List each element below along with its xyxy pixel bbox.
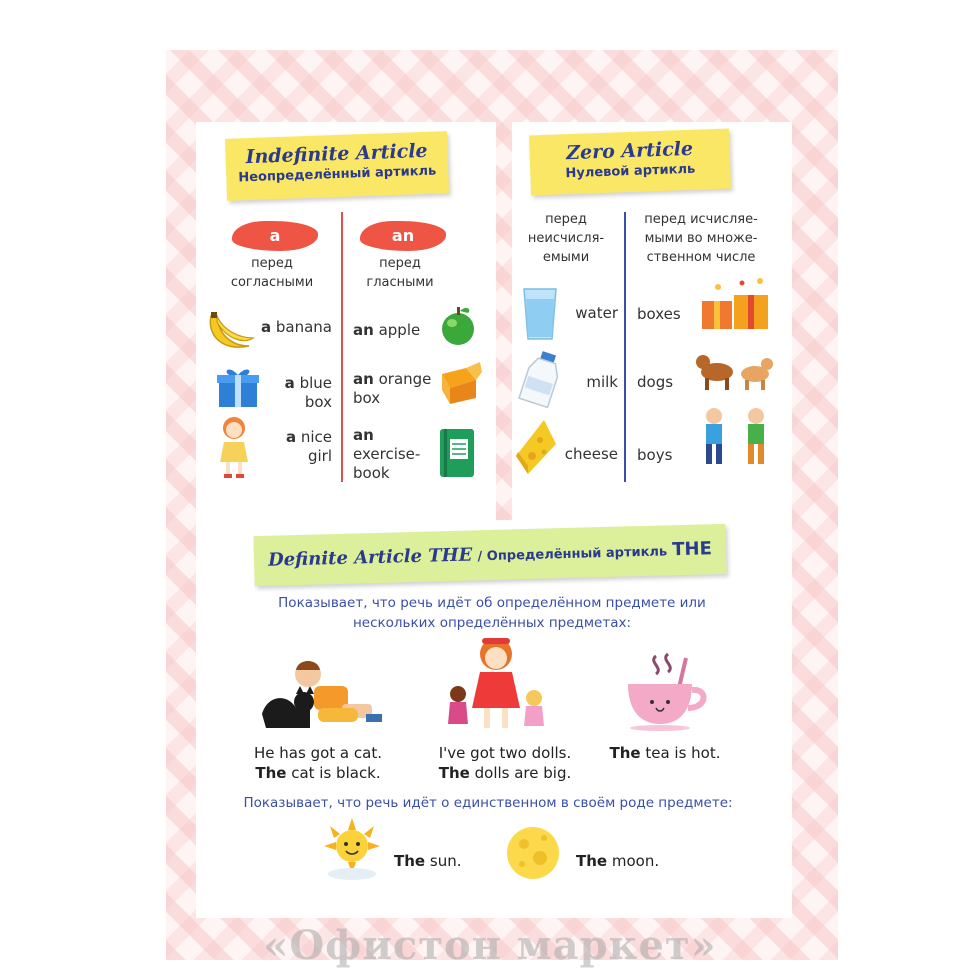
example-3-sentence: The tea is hot. <box>609 744 721 762</box>
milk-text: milk <box>586 373 618 391</box>
an-apple-text: an apple <box>353 321 421 339</box>
girl-icon <box>214 414 256 482</box>
sun-icon <box>318 818 386 882</box>
zero-title-ru: Нулевой артикль <box>565 161 696 182</box>
teacup-icon <box>622 652 712 732</box>
uncountable-caption: перед неисчисля-емыми <box>527 212 605 265</box>
indefinite-divider <box>341 212 343 482</box>
definite-title-en: Definite Article THE <box>267 544 473 571</box>
article-a-tag: a <box>232 221 318 251</box>
glass-of-water-icon <box>520 285 560 343</box>
the-sun-text: The sun. <box>394 852 462 870</box>
boxes-text: boxes <box>637 305 681 323</box>
definite-title-ru: / Определённый артикль <box>477 544 668 565</box>
definite-rule-2: Показывает, что речь идёт о единственном в своём роде предмете: <box>243 795 733 811</box>
indefinite-title-ru: Неопределённый артикль <box>238 163 437 186</box>
an-orange-box-text: an orange box <box>353 370 432 407</box>
boys-icon <box>698 406 776 468</box>
apple-icon <box>438 305 478 347</box>
example-1-sentence: He has got a cat. The cat is black. <box>254 744 382 782</box>
a-banana-text: a banana <box>260 318 332 336</box>
cheese-icon <box>514 416 558 476</box>
a-blue-box-text: a blue box <box>284 374 332 411</box>
water-text: water <box>575 304 618 322</box>
zero-divider <box>624 212 626 482</box>
zero-title-en: Zero Article <box>565 137 694 165</box>
banana-icon <box>205 308 257 356</box>
example-2-sentence: I've got two dolls. The dolls are big. <box>438 744 572 782</box>
gift-box-icon <box>215 365 261 409</box>
indefinite-title-en: Indefinite Article <box>245 139 428 169</box>
plural-caption: перед исчисляе-мыми во множе-ственном числе <box>644 212 758 265</box>
indefinite-title-sticker <box>225 131 449 201</box>
girl-with-dolls-icon <box>440 632 552 736</box>
consonants-caption: перед согласными <box>230 256 314 290</box>
zero-title-sticker <box>529 129 731 196</box>
dogs-text: dogs <box>637 373 674 391</box>
milk-bottle-icon <box>518 350 564 408</box>
orange-box-icon <box>436 358 484 406</box>
definite-title-the: THE <box>671 538 713 561</box>
vowels-caption: перед гласными <box>366 256 434 290</box>
moon-icon <box>504 824 562 882</box>
dogs-icon <box>695 348 777 394</box>
article-an-tag: an <box>360 221 446 251</box>
boy-with-cat-icon <box>258 654 388 736</box>
boys-text: boys <box>637 446 673 464</box>
an-exercise-book-text: an exercise-book <box>353 426 421 482</box>
definite-rule-1: Показывает, что речь идёт об определённом предмете или нескольких определённых предметах: <box>278 595 706 631</box>
the-moon-text: The moon. <box>576 852 660 870</box>
exercise-book-icon <box>436 427 478 479</box>
watermark: «Офистон маркет» <box>263 922 717 969</box>
boxes-icon <box>698 275 772 333</box>
cheese-text: cheese <box>564 445 618 463</box>
a-nice-girl-text: a nice girl <box>285 428 332 465</box>
